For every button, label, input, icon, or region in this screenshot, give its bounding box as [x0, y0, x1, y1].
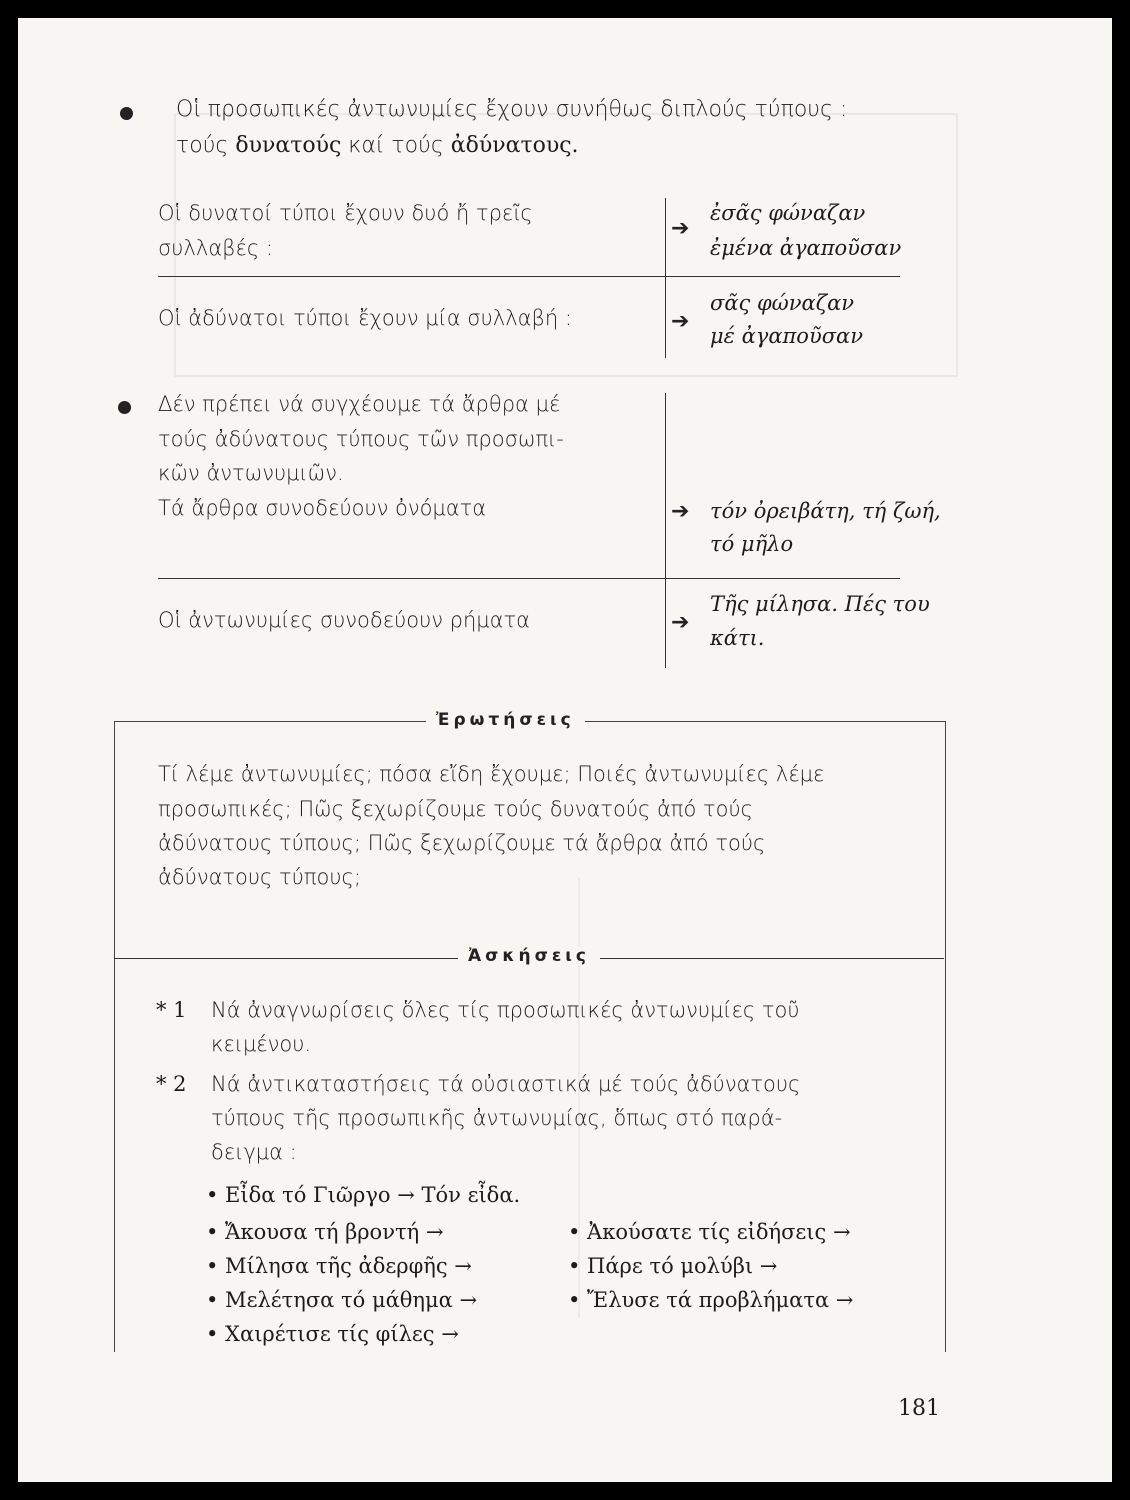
questions-line-3: ἀδύνατους τύπους; Πῶς ξεχωρίζουμε τά ἄρθρα ἀπό τούς: [158, 831, 766, 855]
table-rule: [158, 578, 900, 579]
pronouns-label: Οἱ ἀντωνυμίες συνοδεύουν ρήματα: [158, 608, 530, 632]
weak-forms-label: Οἱ ἀδύνατοι τύποι ἔχουν μία συλλαβή :: [158, 306, 572, 330]
arrow-icon: ➔: [671, 499, 690, 524]
questions-line-1: Τί λέμε ἀντωνυμίες; πόσα εἴδη ἔχουμε; Ποιές ἀντωνυμίες λέμε: [158, 762, 825, 786]
table-divider: [665, 393, 666, 668]
drill-item-left-2: • Μίλησα τῆς ἀδερφῆς →: [206, 1254, 472, 1278]
drill-item-right-3: • Ἔλυσε τά προβλήματα →: [568, 1288, 854, 1312]
weak-example-1: σᾶς φώναζαν: [710, 291, 855, 315]
questions-heading: Ἐρωτήσεις: [426, 710, 585, 730]
table-rule: [158, 276, 900, 277]
strong-example-1: ἐσᾶς φώναζαν: [710, 201, 866, 225]
intro-line-2: τούς δυνατούς καί τούς ἀδύνατους.: [176, 133, 579, 158]
drill-item-left-4: • Χαιρέτισε τίς φίλες →: [206, 1322, 459, 1346]
exercise-1-line-2: κειμένου.: [211, 1032, 312, 1056]
articles-example-2: τό μῆλο: [710, 532, 794, 556]
arrow-icon: ➔: [671, 309, 690, 334]
intro-line-1: Οἱ προσωπικές ἀντωνυμίες ἔχουν συνήθως διπλούς τύπους :: [176, 97, 848, 122]
arrow-icon: ➔: [671, 216, 690, 241]
articles-note-line-3: κῶν ἀντωνυμιῶν.: [158, 461, 344, 485]
strong-forms-label-2: συλλαβές :: [158, 236, 273, 260]
exercises-heading: Ἀσκήσεις: [458, 946, 600, 966]
drill-item-right-1: • Ἀκούσατε τίς εἰδήσεις →: [568, 1220, 851, 1244]
exercise-2-line-2: τύπους τῆς προσωπικῆς ἀντωνυμίας, ὅπως στό παρά-: [211, 1106, 783, 1130]
arrow-icon: ➔: [671, 610, 690, 635]
questions-line-4: ἀδύνατους τύπους;: [158, 865, 361, 889]
drill-item-right-2: • Πάρε τό μολύβι →: [568, 1254, 778, 1278]
exercise-1-number: * 1: [156, 998, 187, 1022]
articles-note-line-1: Δέν πρέπει νά συγχέουμε τά ἄρθρα μέ: [158, 392, 561, 416]
exercise-1-line-1: Νά ἀναγνωρίσεις ὅλες τίς προσωπικές ἀντωνυμίες τοῦ: [211, 998, 800, 1022]
articles-label: Τά ἄρθρα συνοδεύουν ὀνόματα: [158, 496, 487, 520]
strong-forms-label-1: Οἱ δυνατοί τύποι ἔχουν δυό ἤ τρεῖς: [158, 201, 533, 225]
drill-item-left-3: • Μελέτησα τό μάθημα →: [206, 1288, 478, 1312]
table-divider: [665, 198, 666, 358]
strong-example-2: ἐμένα ἀγαποῦσαν: [710, 236, 902, 260]
pronouns-example-1: Τῆς μίλησα. Πές του: [710, 592, 930, 616]
drill-item-left-1: • Ἄκουσα τή βροντή →: [206, 1220, 444, 1244]
articles-example-1: τόν ὀρειβάτη, τή ζωή,: [710, 499, 941, 523]
exercise-2-number: * 2: [156, 1072, 187, 1096]
page-number: 181: [898, 1396, 940, 1421]
exercise-2-line-1: Νά ἀντικαταστήσεις τά οὐσιαστικά μέ τούς ἀδύνατους: [211, 1072, 801, 1096]
example-item: • Εἶδα τό Γιῶργο → Τόν εἶδα.: [206, 1183, 521, 1207]
articles-note-line-2: τούς ἀδύνατους τύπους τῶν προσωπι-: [158, 427, 564, 451]
questions-line-2: προσωπικές; Πῶς ξεχωρίζουμε τούς δυνατούς ἀπό τούς: [158, 797, 753, 821]
weak-example-2: μέ ἀγαποῦσαν: [710, 324, 863, 348]
exercise-2-line-3: δειγμα :: [211, 1140, 297, 1164]
textbook-page: [18, 18, 1112, 1482]
bullet-icon: [118, 401, 131, 414]
pronouns-example-2: κάτι.: [710, 626, 765, 650]
bullet-icon: [120, 107, 133, 120]
